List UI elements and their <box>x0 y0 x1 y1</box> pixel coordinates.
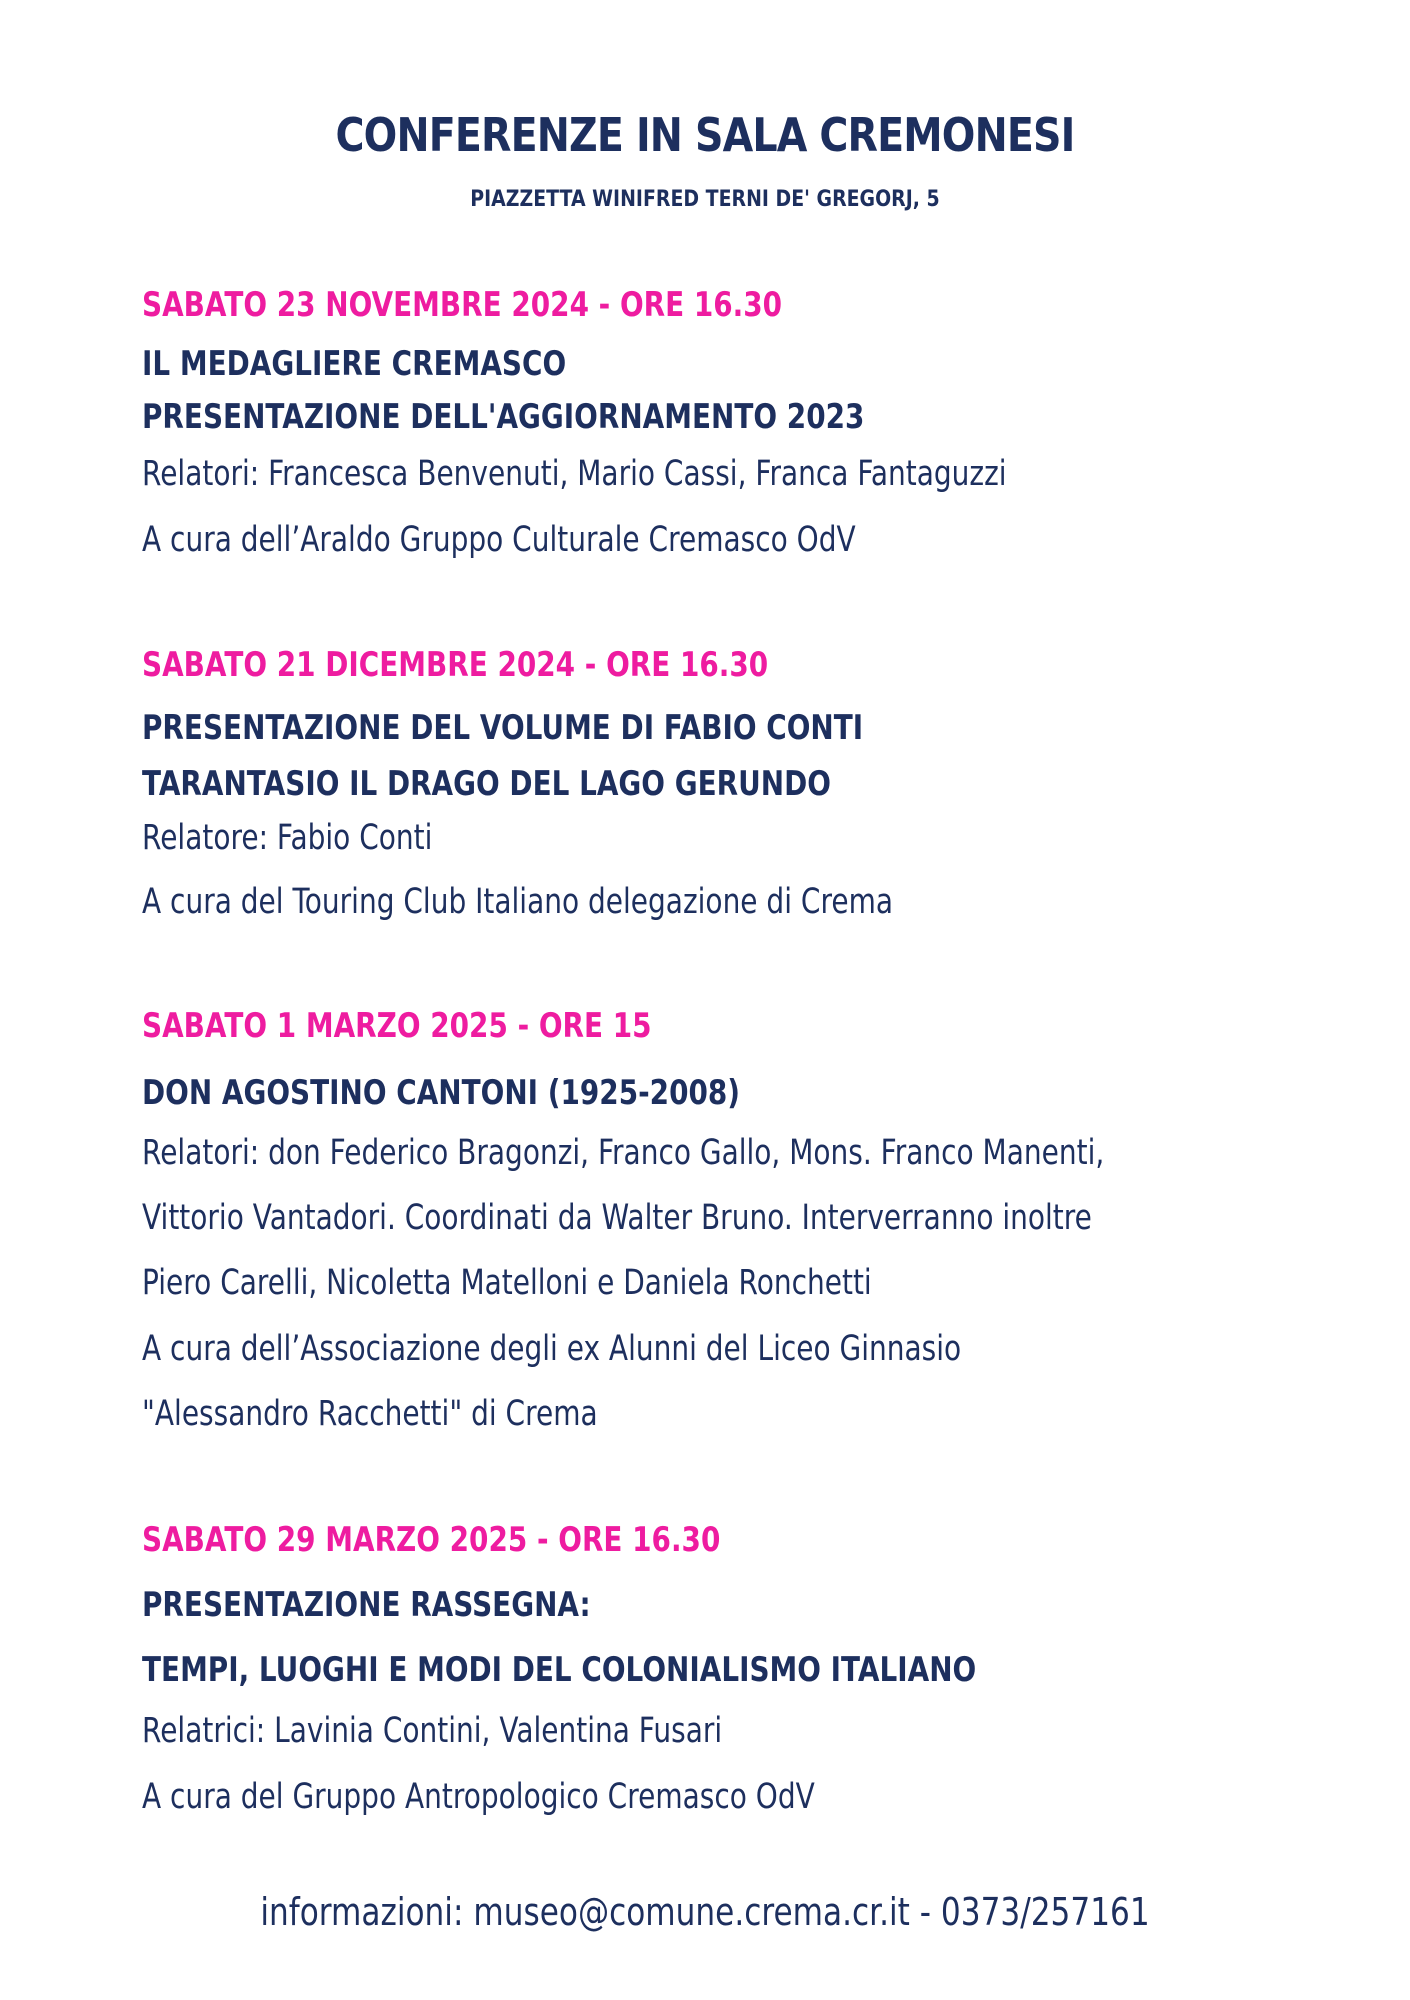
event-organizer: A cura del Gruppo Antropologico Cremasco OdV <box>142 1777 815 1817</box>
event-title-line: PRESENTAZIONE RASSEGNA: <box>142 1585 591 1625</box>
event-speakers: Relatori: Francesca Benvenuti, Mario Cassi, Franca Fantaguzzi <box>142 454 1007 494</box>
event-speakers: Relatrici: Lavinia Contini, Valentina Fusari <box>142 1711 723 1751</box>
event-date: SABATO 23 NOVEMBRE 2024 - ORE 16.30 <box>142 285 783 325</box>
venue-address: PIAZZETTA WINIFRED TERNI DE' GREGORJ, 5 <box>470 187 940 212</box>
event-title-line: IL MEDAGLIERE CREMASCO <box>142 344 567 384</box>
event-speakers: Relatori: don Federico Bragonzi, Franco Gallo, Mons. Franco Manenti, <box>142 1133 1105 1173</box>
event-organizer: "Alessandro Racchetti" di Crema <box>142 1394 598 1434</box>
event-date: SABATO 21 DICEMBRE 2024 - ORE 16.30 <box>142 645 769 685</box>
event-title-line: TEMPI, LUOGHI E MODI DEL COLONIALISMO ITALIANO <box>142 1650 977 1690</box>
event-title-line: PRESENTAZIONE DEL VOLUME DI FABIO CONTI <box>142 708 864 748</box>
event-title-line: PRESENTAZIONE DELL'AGGIORNAMENTO 2023 <box>142 397 865 437</box>
event-organizer: A cura dell’Associazione degli ex Alunni del Liceo Ginnasio <box>142 1329 962 1369</box>
event-speakers: Vittorio Vantadori. Coordinati da Walter Bruno. Interverranno inoltre <box>142 1198 1092 1238</box>
event-speakers: Piero Carelli, Nicoletta Matelloni e Daniela Ronchetti <box>142 1263 872 1303</box>
event-organizer: A cura dell’Araldo Gruppo Culturale Cremasco OdV <box>142 520 856 560</box>
page-title: CONFERENZE IN SALA CREMONESI <box>335 108 1075 162</box>
contact-info: informazioni: museo@comune.crema.cr.it - 0373/257161 <box>260 1890 1150 1934</box>
event-title-line: TARANTASIO IL DRAGO DEL LAGO GERUNDO <box>142 764 831 804</box>
event-organizer: A cura del Touring Club Italiano delegazione di Crema <box>142 882 893 922</box>
event-date: SABATO 29 MARZO 2025 - ORE 16.30 <box>142 1520 721 1560</box>
event-speakers: Relatore: Fabio Conti <box>142 818 433 858</box>
event-date: SABATO 1 MARZO 2025 - ORE 15 <box>142 1006 652 1046</box>
event-title-line: DON AGOSTINO CANTONI (1925-2008) <box>142 1073 741 1113</box>
